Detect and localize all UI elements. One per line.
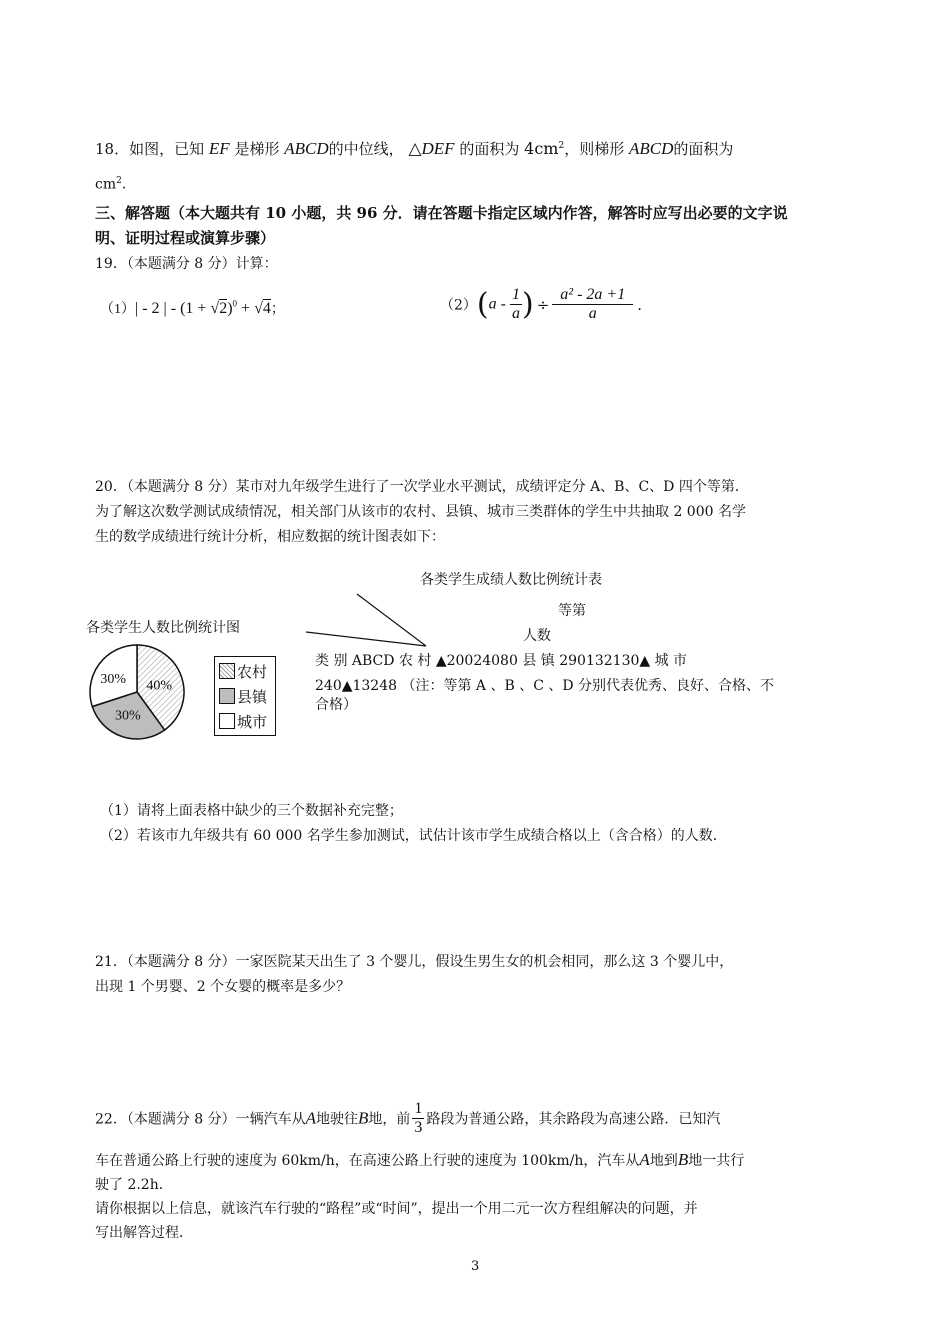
sqrt-symbol: √2 (210, 300, 228, 317)
table-label-renshu: 人数 (523, 628, 551, 644)
pie-chart (85, 640, 190, 745)
q22-line3: 驶了 2.2h． (95, 1177, 173, 1193)
q21-line2: 出现 1 个男婴、2 个女婴的概率是多少？ (95, 979, 351, 995)
q21-line1: 21．（本题满分 8 分）一家医院某天出生了 3 个婴儿，假设生男生女的机会相同，那么这 3 个婴儿中， (95, 954, 734, 970)
q18-line1: 18．如图，已知 EF 是梯形 ABCD的中位线， △DEF 的面积为 $4cm^2$，则梯形 ABCD的面积为 (95, 139, 734, 159)
q19-part2: （2）(a - $\frac{1}{a}$ ) ÷ $\frac{\text{a² - 2a +1}}{a}$ . (440, 286, 642, 322)
q22-line1: 22．（本题满分 8 分）一辆汽车从A地驶往B地，前 $\frac{1}{3}$ 路段为普通公路，其余路段为高速公路．已知汽 (95, 1100, 721, 1136)
section3-heading-line1: 三、解答题（本大题共有 10 小题，共 96 分．请在答题卡指定区域内作答，解答时应写出必要的文字说 (95, 204, 788, 222)
pie-label-nongcun: 40% (146, 678, 173, 694)
q20-line2: 为了解这次数学测试成绩情况，相关部门从该市的农村、县镇、城市三类群体的学生中共抽取 2 000 名学 (95, 504, 746, 520)
q22-line2: 车在普通公路上行驶的速度为 60km/h，在高速公路上行驶的速度为 100km/h，汽车从A地到B地一共行 (95, 1150, 745, 1169)
legend-label-nongcun: 农村 (237, 663, 268, 681)
pie-label-chengshi: 30% (100, 672, 127, 688)
legend-swatch-chengshi (219, 713, 235, 729)
q18-line2: $cm^2$. (95, 176, 127, 193)
legend-swatch-xianzhen (219, 688, 235, 704)
fraction-main: $\frac{\text{a² - 2a +1}}{a}$ (552, 286, 633, 323)
q19-header: 19．（本题满分 8 分）计算： (95, 256, 278, 272)
table-line-4: 240▲13248 （注：等第 A 、B 、C 、D 分别代表优秀、良好、合格、不 (315, 678, 775, 694)
sqrt-symbol: √4 (254, 300, 271, 317)
pie-legend (214, 656, 276, 736)
pie-title: 各类学生人数比例统计图 (86, 620, 240, 636)
q20-sub1: （1）请将上面表格中缺少的三个数据补充完整； (100, 803, 403, 819)
pie-label-xianzhen: 30% (114, 708, 141, 724)
fraction-one-third: $\frac{1}{3}$ (414, 1100, 423, 1136)
page-number: 3 (471, 1259, 480, 1274)
q20-line3: 生的数学成绩进行统计分析，相应数据的统计图表如下： (95, 529, 445, 545)
table-title: 各类学生成绩人数比例统计表 (420, 572, 602, 588)
q20-line1: 20．（本题满分 8 分）某市对九年级学生进行了一次学业水平测试，成绩评定分 A、B、C、D 四个等第． (95, 479, 749, 495)
table-label-dengdi: 等第 (558, 603, 586, 619)
q22-line4: 请你根据以上信息，就该汽车行驶的“路程”或“时间”，提出一个用二元一次方程组解决的问题，并 (95, 1201, 698, 1217)
legend-label-chengshi: 城市 (237, 713, 268, 731)
section3-heading-line2: 明、证明过程或演算步骤） (95, 229, 276, 247)
q20-sub2: （2）若该市九年级共有 60 000 名学生参加测试，试估计该市学生成绩合格以上（含合格）的人数． (100, 828, 727, 844)
legend-swatch-nongcun (219, 663, 235, 679)
table-diagonal-lines (300, 590, 440, 650)
table-line-3: 类 别 ABCD 农 村 ▲20024080 县 镇 290132130▲ 城 市 (315, 653, 688, 669)
legend-label-xianzhen: 县镇 (237, 688, 268, 706)
fraction-1-over-a: $\frac{1}{a}$ (511, 286, 520, 322)
q22-line5: 写出解答过程． (95, 1225, 193, 1241)
q19-part1: （1）| - 2 | - $(1 + √2)^0 + √4$； (100, 298, 285, 317)
table-line-5: 合格） (315, 697, 357, 713)
